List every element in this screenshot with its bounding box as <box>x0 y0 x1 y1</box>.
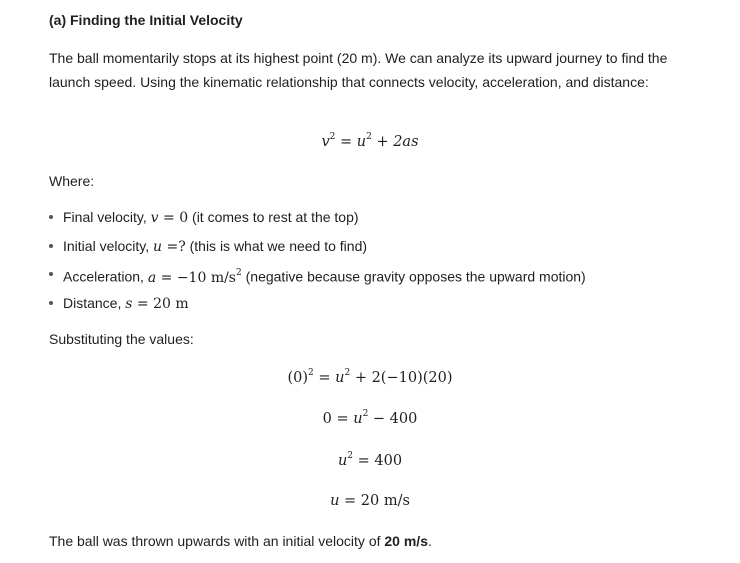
bullet-icon <box>49 272 53 276</box>
bullet-icon <box>49 244 53 248</box>
equation-step-2: $0 = u^2 - 400$ <box>322 409 418 427</box>
equation-step-4: u = 20 m/s <box>330 493 410 509</box>
conclusion-value: 20 m/s <box>384 533 428 549</box>
item-note: (it comes to rest at the top) <box>188 209 359 225</box>
bullet-icon <box>49 215 53 219</box>
equation-step-1: $(0)^2 = u^2 + 2(-10)(20)$ <box>287 368 453 386</box>
substitution-label: Substituting the values: <box>49 331 194 347</box>
item-value: = 20 m <box>132 295 189 312</box>
list-item <box>49 207 699 236</box>
list-item <box>49 293 699 322</box>
item-exponent: 2 <box>236 268 242 278</box>
item-symbol: s <box>125 295 133 312</box>
item-label: Initial velocity, <box>63 237 153 254</box>
section-heading: (a) Finding the Initial Velocity <box>49 12 243 28</box>
item-note: (this is what we need to find) <box>185 237 368 254</box>
item-value: = −10 m/s <box>156 269 236 286</box>
variable-list <box>49 207 699 321</box>
item-label: Acceleration, <box>63 268 148 285</box>
item-note: (negative because gravity opposes the upward motion) <box>241 268 586 285</box>
item-value: =? <box>162 238 186 255</box>
list-item <box>49 236 699 265</box>
item-symbol: v <box>150 210 159 226</box>
conclusion-text: The ball was thrown upwards with an initial velocity of 20 m/s. <box>49 533 432 549</box>
item-label: Final velocity, <box>63 209 151 225</box>
intro-paragraph: The ball momentarily stops at its highest point (20 m). We can analyze its upward journey to find the launch speed. Using the kinematic relationship that connects velocity, acceleration, and distance: <box>49 50 668 90</box>
item-label: Distance, <box>63 294 126 311</box>
item-symbol: u <box>153 238 163 255</box>
bullet-icon <box>49 301 53 305</box>
where-label: Where: <box>49 173 95 189</box>
kinematic-equation: $v^2 = u^2 + 2as$ <box>321 132 419 150</box>
item-value: = 0 <box>158 210 189 226</box>
item-symbol: a <box>147 269 157 286</box>
equation-step-3: $u^2 = 400$ <box>337 451 403 469</box>
list-item <box>49 264 699 293</box>
